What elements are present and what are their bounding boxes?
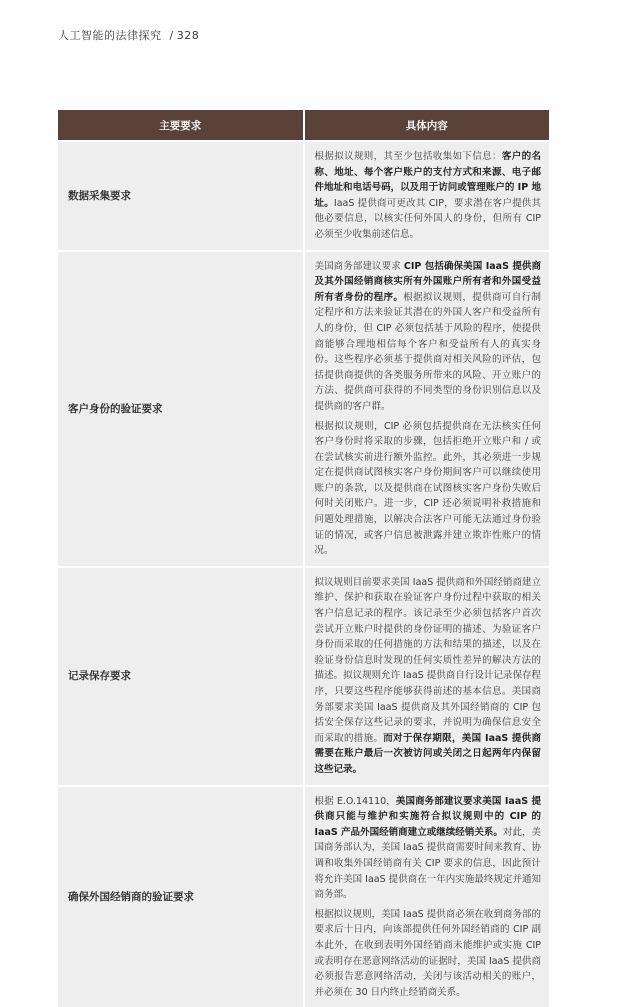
table-header-row (58, 110, 549, 141)
content-paragraph (315, 259, 542, 415)
requirements-table (58, 110, 549, 1007)
body-text: 根据拟议规则，美国 IaaS 提供商必须在收到商务部的要求后十日内，向该部提供任何外国经销商的 CIP 副本此外，在收到表明外国经销商未能维护或实施 CIP 或表明存在恶意网络活动的证据时，美国 IaaS 提供商必须报告恶意网络活动，关闭与该活动相关的账户，并必须在 30 日内终止经销商关系。 (314, 908, 541, 998)
bold-text: 客户的名称、地址、每个客户账户的支付方式和来源、电子邮件地址和电话号码，以及用于访问或管理账户的 IP 地址。 (314, 151, 541, 209)
content-paragraph (315, 149, 542, 243)
body-text: 根据拟议规则，提供商可自行制定程序和方法来验证其潜在的外国人客户和受益所有人的身份，但 CIP 必须包括基于风险的程序，使提供商能够合理地相信每个客户和受益所有人的真实身份。这些程序必须基于提供商对相关风险的评估，包括提供商提供的各类服务所带来的风险、开立账户的方法、提供商可获得的不同类型的身份识别信息以及提供商的客户群。 (314, 291, 541, 412)
body-text: 根据 E.O.14110， (314, 795, 396, 807)
table-row (58, 251, 549, 567)
page-number: 328 (176, 29, 200, 42)
book-title: 人工智能的法律探究 (58, 29, 162, 42)
requirement-cell: 客户身份的验证要求 (58, 251, 304, 567)
content-cell (304, 251, 550, 567)
bold-text: 而对于保存期限，美国 IaaS 提供商需要在账户最后一次被访问或关闭之日起两年内保留这些记录。 (314, 732, 541, 775)
requirement-cell: 记录保存要求 (58, 567, 304, 786)
requirement-cell: 数据采集要求 (58, 141, 304, 251)
content-paragraph (315, 575, 542, 778)
body-text: 对此，美国商务部认为，美国 IaaS 提供商需要时间来教育、协调和收集外国经销商有关 CIP 要求的信息，因此预计将允许美国 IaaS 提供商在一年内实施最终规定并通知商务部。 (314, 826, 541, 901)
column-header-content: 具体内容 (304, 110, 550, 141)
body-text: 拟议规则目前要求美国 IaaS 提供商和外国经销商建立维护、保护和获取在验证客户身份过程中获取的相关客户信息记录的程序。该记录至少必须包括客户首次尝试开立账户时提供的身份证明的描述、为验证客户身份而采取的任何措施的方法和结果的描述，以及在验证身份信息时发现的任何实质性差异的解决方法的描述。拟议规则允许 IaaS 提供商自行设计记录保存程序，只要这些程序能够获得前述的基本信息。美国商务部要求美国 IaaS 提供商及其外国经销商的 CIP 包括安全保存这些记录的要求，并说明为确保信息安全而采取的措施。 (314, 576, 541, 744)
content-paragraph (315, 794, 542, 903)
content-cell (304, 141, 550, 251)
bold-text: CIP 包括确保美国 IaaS 提供商及其外国经销商核实所有外国账户所有者和外国受益所有者身份的程序。 (314, 260, 541, 303)
content-cell (304, 786, 550, 1007)
header-separator: / (169, 29, 174, 42)
running-header (58, 27, 199, 43)
body-text: 根据拟议规则，CIP 必须包括提供商在无法核实任何客户身份时将采取的步骤，包括拒绝开立账户和 / 或在尝试核实前进行额外监控。此外，其必须进一步规定在提供商试图核实客户身份期间客户可以继续使用账户的条款，以及提供商在试图核实客户身份失败后何时关闭账户。进一步，CIP 还必须说明补救措施和问题处理措施，以解决合法客户可能无法通过身份验证的情况，或客户信息被泄露并建立欺诈性账户的情况。 (314, 420, 541, 557)
bold-text: 美国商务部建议要求美国 IaaS 提供商只能与维护和实施符合拟议规则中的 CIP 的 IaaS 产品外国经销商建立或继续经销关系。 (314, 795, 541, 838)
column-header-requirement: 主要要求 (58, 110, 304, 141)
table-row (58, 567, 549, 786)
table-row (58, 141, 549, 251)
table-row (58, 786, 549, 1007)
content-paragraph (315, 419, 542, 559)
requirement-cell: 确保外国经销商的验证要求 (58, 786, 304, 1007)
body-text: IaaS 提供商可更改其 CIP，要求潜在客户提供其他必要信息，以核实任何外国人的身份，但所有 CIP 必须至少收集前述信息。 (314, 197, 541, 240)
content-cell (304, 567, 550, 786)
body-text: 根据拟议规则，其至少包括收集如下信息： (314, 151, 502, 162)
body-text: 美国商务部建议要求 (314, 260, 404, 272)
content-paragraph (315, 907, 542, 1001)
